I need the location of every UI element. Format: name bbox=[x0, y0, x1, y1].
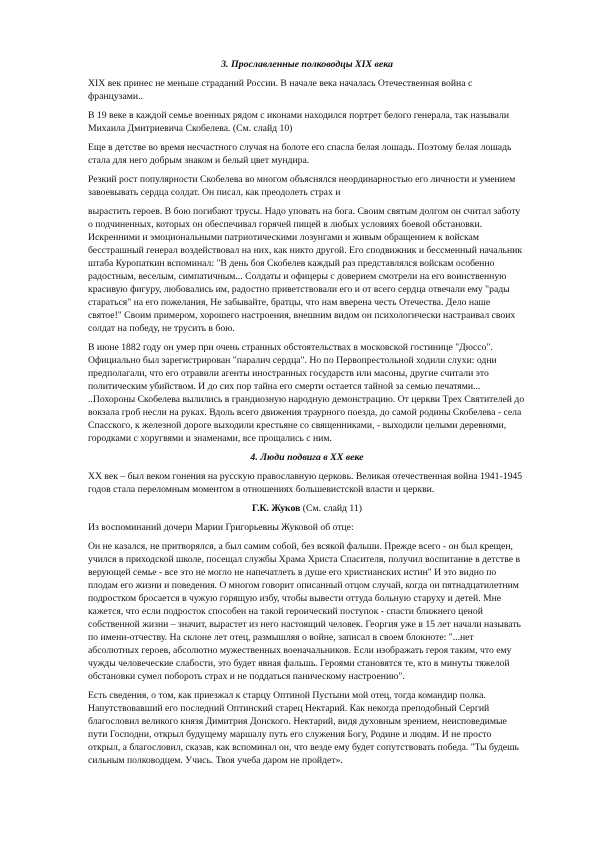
section-3-paragraph: вырастить героев. В бою погибают трусы. Надо уповать на бога. Своим святым долгом он считал заботу о подчиненных, которых он обеспечивал горячей пищей в любых условиях боевой обстановки. Искренними и эмоциональными патриотическими лозунгами и живым обращением к войскам бесстрашный генерал воздействовал на них, как никто другой. Его сподвижник и бессменный начальник штаба Куропаткин вспоминал: "В день боя Скобелев каждый раз представлялся войскам особенно радостным, веселым, симпатичным... Солдаты и офицеры с доверием смотрели на его воинственную красивую фигуру, любовались им, радостно приветствовали его и от всего сердца отвечали ему "рады стараться" на его пожелания, Не забывайте, братцы, что нам вверена честь Отечества. Дело наше святое!" Своим примером, хорошего настроения, внешним видом он психологически настраивал своих солдат на победу, не трусить в бою. bbox=[88, 206, 523, 334]
section-4-paragraph: Из воспоминаний дочери Марии Григорьевны Жуковой об отце: bbox=[88, 522, 354, 533]
text-column bbox=[88, 58, 526, 773]
section-3-paragraph: В июне 1882 году он умер при очень странных обстоятельствах в московской гостинице "Дюссо". Официально был зарегистрирован "паралич сердца". Но по Первопрестольной ходили слухи: одни предполагали, что его отравили агенты иностранных государств или масоны, другие считали это политическим убийством. И до сих пор тайна его смерти остается тайной за семью печатями... ..Похороны Скобелева вылились в грандиозную народную демонстрацию. От церкви Трех Святителей до вокзала гроб несли на руках. Вдоль всего движения траурного поезда, до самой родины Скобелева - села Спасского, к железной дороге выходили крестьяне со священниками, - выходили целыми деревнями, городками с хоругвями и знаменами, все прощались с ним. bbox=[88, 342, 525, 444]
section-3-paragraph: Резкий рост популярности Скобелева во многом объяснялся неординарностью его личности и умением завоевывать сердца солдат. Он писал, как преодолеть страх и bbox=[88, 174, 516, 198]
section-4-paragraph: Он не казался, не притворялся, а был самим собой, без всякой фальши. Прежде всего - он был крещен, учился в приходской школе, посещал службы Храма Христа Спасителя, получил воспитание в детстве в верующей семье - все это не могло не напечатлеть в душе его христианских истин" И это видно по плодам его жизни и поведения. О многом говорит описанный отцом случай, когда он пятнадцатилетним подростком бросается в чужую горящую избу, чтобы вывести оттуда больную старуху и детей. Мне кажется, что если подросток способен на такой героический поступок - спасти ближнего ценой собственной жизни – значит, вырастет из него настоящий человек. Георгия уже в 15 лет начали называть по имени-отчеству. На склоне лет отец, размышляя о войне, записал в своем блокноте: "...нет абсолютных героев, абсолютно мужественных военачальников. Если изображать героя таким, что ему чужды человеческие слабости, это будет явная фальшь. Героями становятся те, кто в минуты тяжелой обстановки сумел побороть страх и не поддаться паническому настроению". bbox=[88, 541, 521, 682]
zhukov-name: Г.К. Жуков bbox=[252, 503, 301, 514]
section-3-paragraph: В 19 веке в каждой семье военных рядом с иконами находился портрет белого генерала, так называли Михаила Дмитриевича Скобелева. (См. слайд 10) bbox=[88, 110, 510, 134]
section-4-intro: XX век – был веком гонения на русскую православную церковь. Великая отечественная война 1941-1945 годов стала переломным моментом в отношениях большевистской власти и церкви. bbox=[88, 471, 523, 495]
section-3-heading: 3. Прославленные полководцы XIX века bbox=[221, 59, 393, 70]
section-4-paragraph: Есть сведения, о том, как приезжал к старцу Оптиной Пустыни мой отец, тогда командир полка. Напутствовавший его последний Оптинский старец Нектарий. Как некогда преподобный Сергий благословил великого князя Димитрия Донского. Нектарий, видя духовным зрением, неисповедимые пути Господни, открыл будущему маршалу путь его служения Богу, Родине и людям. И не просто открыл, а благословил, сказав, как вспоминал он, что везде ему будет сопутствовать победа. "Ты будешь сильным полководцем. Учись. Твоя учеба даром не пройдет». bbox=[88, 690, 519, 766]
section-3-paragraph: XIX век принес не меньше страданий России. В начале века началась Отечественная война с французами.. bbox=[88, 78, 473, 102]
section-4-heading: 4. Люди подвига в XX веке bbox=[250, 452, 364, 463]
zhukov-slide-ref: (См. слайд 11) bbox=[300, 503, 362, 514]
section-3-paragraph: Еще в детстве во время несчастного случая на болоте его спасла белая лошадь. Поэтому белая лошадь стала для него добрым знаком и белый цвет мундира. bbox=[88, 142, 512, 166]
zhukov-heading bbox=[88, 502, 526, 515]
